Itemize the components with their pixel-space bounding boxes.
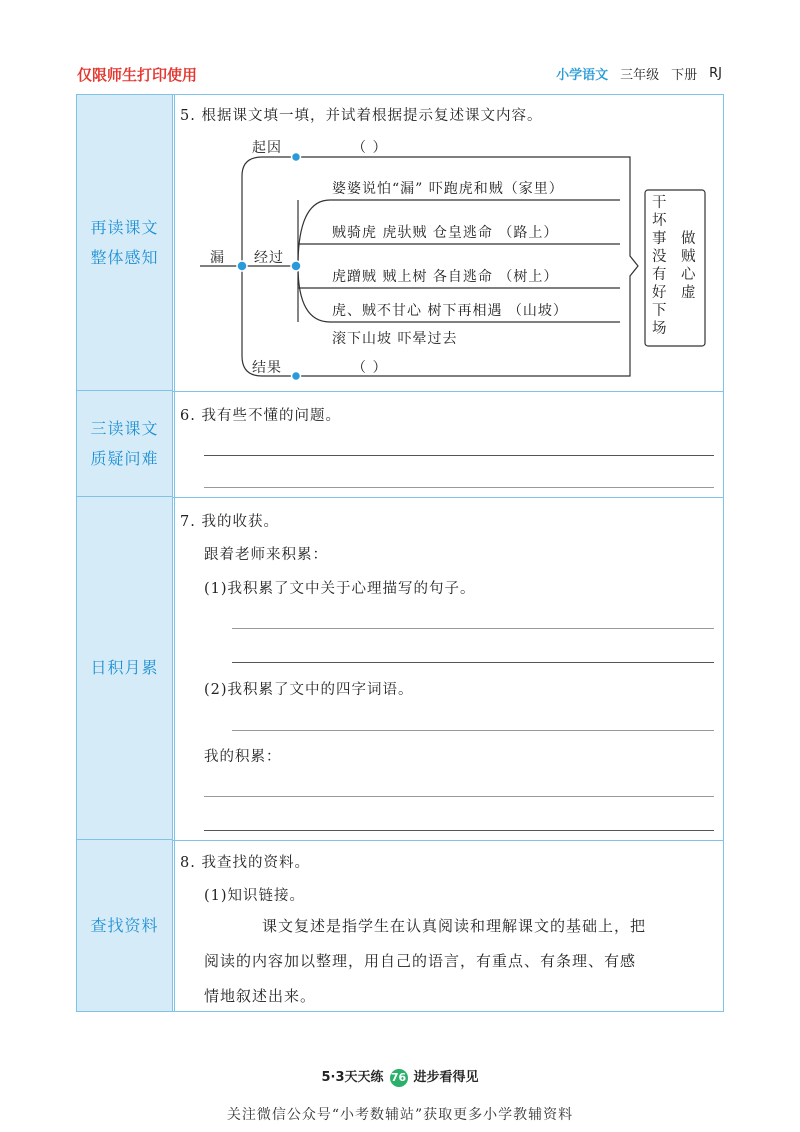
- lesson-column-1: [652, 194, 667, 338]
- lesson-column-2: [681, 230, 696, 302]
- lesson-char: 场: [652, 321, 667, 337]
- start-label: 起因: [252, 140, 282, 156]
- subject-label: 小学语文: [556, 68, 609, 83]
- end-label: 结果: [252, 360, 282, 376]
- lesson-char: 贼: [681, 249, 696, 265]
- edition-label: RJ: [709, 66, 722, 81]
- section-reread-line2: 整体感知: [90, 247, 159, 267]
- process-item: 虎、贼不甘心 树下再相遇 （山坡）: [332, 303, 568, 319]
- section-reread-line1: 再读课文: [90, 217, 159, 237]
- q6-title: 6. 我有些不懂的问题。: [180, 408, 341, 424]
- q7-subtitle: 跟着老师来积累：: [204, 547, 328, 563]
- print-notice: 仅限师生打印使用: [77, 66, 198, 84]
- process-label: 经过: [254, 250, 284, 266]
- lesson-char: 虚: [681, 285, 696, 301]
- q8-para-line2: 阅读的内容加以整理，用自己的语言，有重点、有条理、有感: [204, 952, 637, 970]
- section-accumulate-line1: 日积月累: [90, 658, 159, 677]
- answer-line[interactable]: [232, 628, 714, 629]
- page-number: 76: [390, 1069, 408, 1087]
- process-item: 滚下山坡 吓晕过去: [332, 331, 458, 347]
- root-label: 漏: [210, 250, 225, 266]
- answer-line[interactable]: [204, 455, 714, 456]
- lesson-char: 做: [681, 231, 696, 247]
- watermark-text: 关注微信公众号“小考数辅站”获取更多小学教辅资料: [226, 1107, 574, 1123]
- footer: [0, 1066, 800, 1087]
- section-research-line1: 查找资料: [90, 915, 159, 935]
- section-question-line2: 质疑问难: [90, 448, 159, 468]
- grade-label: 三年级: [620, 68, 660, 83]
- term-label: 下册: [671, 68, 698, 83]
- answer-line[interactable]: [204, 796, 714, 797]
- footer-slogan: 进步看得见: [413, 1070, 479, 1085]
- q7-part1: (1)我积累了文中关于心理描写的句子。: [204, 581, 476, 597]
- q7-title: 7. 我的收获。: [180, 514, 279, 530]
- process-item: 贼骑虎 虎驮贼 仓皇逃命 （路上）: [332, 225, 559, 241]
- answer-line[interactable]: [204, 830, 714, 831]
- q7-part3: 我的积累：: [204, 749, 282, 765]
- q7-part2: (2)我积累了文中的四字词语。: [204, 682, 414, 698]
- q8-para-line3: 情地叙述出来。: [204, 987, 317, 1005]
- process-item: 婆婆说怕“漏” 吓跑虎和贼（家里）: [332, 181, 564, 197]
- start-blank: （ ）: [352, 140, 388, 156]
- lesson-char: 坏: [652, 213, 667, 229]
- section-question-line1: 三读课文: [90, 418, 159, 438]
- end-blank: （ ）: [352, 360, 388, 376]
- lesson-char: 有: [652, 267, 667, 283]
- answer-line[interactable]: [204, 487, 714, 488]
- lesson-char: 好: [652, 285, 667, 301]
- q5-title: 5. 根据课文填一填，并试着根据提示复述课文内容。: [180, 108, 543, 124]
- lesson-char: 心: [681, 267, 696, 283]
- q8-title: 8. 我查找的资料。: [180, 855, 310, 871]
- process-item: 虎蹭贼 贼上树 各自逃命 （树上）: [332, 269, 559, 285]
- lesson-char: 没: [652, 249, 667, 265]
- q8-para-line1: 课文复述是指学生在认真阅读和理解课文的基础上，把: [262, 917, 647, 935]
- footer-brand: 5·3天天练: [321, 1070, 384, 1085]
- answer-line[interactable]: [232, 730, 714, 731]
- lesson-char: 干: [652, 195, 667, 211]
- lesson-char: 下: [652, 303, 667, 319]
- answer-line[interactable]: [232, 662, 714, 663]
- q8-subtitle: (1)知识链接。: [204, 888, 306, 904]
- lesson-char: 事: [652, 231, 667, 247]
